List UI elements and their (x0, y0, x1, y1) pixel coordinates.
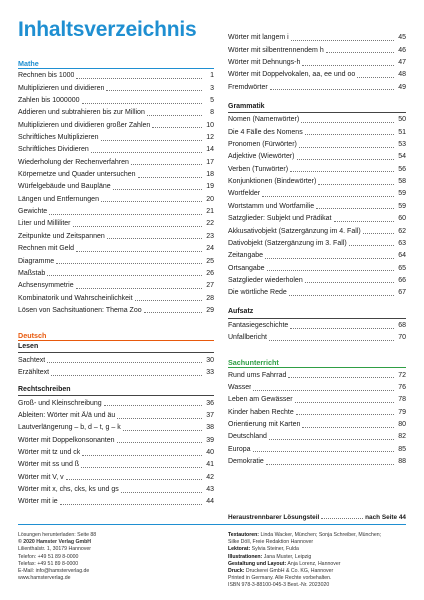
leader-dots (288, 377, 394, 378)
solutions-note (228, 514, 406, 521)
leader-dots (47, 362, 202, 363)
toc-entry-title: Multiplizieren und dividieren großer Zahlen (18, 121, 151, 129)
toc-entry (228, 418, 406, 430)
toc-entry-page: 45 (398, 34, 406, 42)
toc-entry-title: Wörter mit V, v (18, 473, 64, 481)
toc-entry (228, 286, 406, 298)
leader-dots (267, 270, 394, 271)
toc-entry-page: 44 (206, 498, 214, 506)
toc-entry (228, 430, 406, 442)
leader-dots (117, 418, 202, 419)
imprint-credit-line (228, 568, 406, 575)
toc-entry-title: Rechnen mit Geld (18, 245, 75, 253)
imprint-credit-value: Sylvia Steiner, Fulda (250, 546, 299, 553)
toc-entry-title: Körpernetze und Quader untersuchen (18, 171, 136, 179)
leader-dots (316, 208, 394, 209)
toc-entry (18, 143, 214, 155)
toc-entry-title: Deutschland (228, 433, 267, 441)
leader-dots (121, 492, 202, 493)
toc-entry-title: Die 4 Fälle des Nomens (228, 128, 303, 136)
toc-entry-page: 5 (210, 97, 214, 105)
toc-entry-title: Schriftliches Dividieren (18, 146, 89, 154)
toc-entry (18, 421, 214, 433)
toc-entry (18, 279, 214, 291)
section-heading-sachunterricht: Sachunterricht (228, 357, 406, 368)
section-heading-mathe: Mathe (18, 58, 214, 69)
leader-dots (357, 77, 394, 78)
toc-entry (18, 217, 214, 229)
leader-dots (302, 427, 394, 428)
toc-entry-page: 41 (206, 461, 214, 469)
leader-dots (107, 238, 202, 239)
toc-entry (18, 446, 214, 458)
toc-entry-title: Wörter mit x, chs, cks, ks und gs (18, 486, 119, 493)
leader-dots (305, 282, 394, 283)
toc-entry (18, 192, 214, 204)
toc-entry-page: 66 (398, 276, 406, 284)
toc-entry-title: Zeitangabe (228, 252, 264, 260)
toc-entry-title: Wortstamm und Wortfamilie (228, 202, 315, 210)
imprint-credit-line (228, 554, 406, 561)
toc-entry-title: Diagramme (18, 257, 55, 265)
leader-dots (66, 479, 202, 480)
toc-entry-title: Zahlen bis 1000000 (18, 97, 80, 105)
toc-entry-page: 19 (206, 183, 214, 191)
leader-dots (131, 164, 202, 165)
toc-entry (18, 131, 214, 143)
imprint-credit-line (228, 546, 406, 553)
leader-dots (56, 263, 202, 264)
toc-entry-page: 65 (398, 264, 406, 272)
toc-entry-page: 68 (398, 321, 406, 329)
toc-entry (18, 396, 214, 408)
leader-dots (301, 122, 394, 123)
leader-dots (147, 115, 202, 116)
toc-entry (18, 495, 214, 507)
toc-entry-page: 25 (206, 257, 214, 265)
leader-dots (81, 467, 202, 468)
mathe-list (18, 69, 214, 316)
toc-entry (228, 125, 406, 137)
toc-entry-title: Wörter mit langem i (228, 34, 289, 42)
imprint-credit-line (228, 539, 406, 546)
toc-entry-page: 50 (398, 116, 406, 124)
toc-entry (228, 393, 406, 405)
imprint-credits (228, 532, 406, 590)
aufsatz-list (228, 319, 406, 344)
toc-entry-page: 47 (398, 59, 406, 67)
toc-entry-page: 30 (206, 356, 214, 364)
toc-entry-page: 21 (206, 208, 214, 216)
toc-entry-page: 82 (398, 433, 406, 441)
subheading-aufsatz: Aufsatz (228, 306, 406, 318)
leader-dots (138, 177, 202, 178)
toc-entry-page: 60 (398, 215, 406, 223)
toc-entry-title: Wörter mit Doppelkonsonanten (18, 436, 115, 444)
imprint-credit-line (228, 582, 406, 589)
toc-entry-title: Sachtext (18, 356, 46, 364)
leader-dots (82, 455, 202, 456)
toc-entry (18, 205, 214, 217)
right-column (228, 31, 406, 467)
toc-entry-title: Nomen (Namenwörter) (228, 116, 300, 124)
toc-entry-page: 36 (206, 399, 214, 407)
toc-entry (228, 212, 406, 224)
toc-entry-title: Akkusativobjekt (Satzergänzung im 4. Fall) (228, 227, 361, 235)
imprint-line: Lilienthalstr. 1, 30179 Hannover (18, 546, 91, 553)
imprint-credit-value: Silke Döll, Freie Redaktion Hannover (228, 539, 314, 546)
toc-entry-title: Wörter mit silbentrennendem h (228, 46, 324, 54)
leader-dots (73, 226, 202, 227)
toc-entry-page: 46 (398, 46, 406, 54)
section-heading-deutsch: Deutsch (18, 330, 214, 341)
leader-dots (299, 147, 394, 148)
toc-entry-page: 17 (206, 158, 214, 166)
toc-entry (18, 254, 214, 266)
leader-dots (269, 340, 394, 341)
toc-entry-title: Leben am Gewässer (228, 396, 293, 404)
toc-entry-page: 27 (206, 282, 214, 290)
imprint-credit-value: Printed in Germany. Alle Rechte vorbehalten. (228, 575, 332, 582)
toc-entry-title: Ableiten: Wörter mit Ä/ä und äu (18, 411, 116, 419)
rechtschreiben-list (18, 396, 214, 507)
toc-entry-title: Gewichte (18, 208, 48, 216)
solutions-note-page: nach Seite 44 (365, 514, 406, 521)
toc-entry (18, 458, 214, 470)
toc-entry (18, 180, 214, 192)
toc-entry-title: Addieren und subtrahieren bis zur Million (18, 109, 145, 117)
toc-entry-page: 37 (206, 411, 214, 419)
imprint-line: Telefon: +49 51 89 8-0000 (18, 553, 79, 560)
toc-entry-page: 67 (398, 289, 406, 297)
toc-entry (18, 366, 214, 378)
toc-entry-title: Wörter mit Doppelvokalen, aa, ee und oo (228, 71, 356, 79)
leader-dots (334, 221, 394, 222)
footer-divider (18, 524, 406, 525)
leader-dots (318, 184, 394, 185)
imprint-line: Lösungen herunterladen: Seite 88 (18, 532, 97, 538)
toc-entry-title: Wörter mit ie (18, 498, 58, 506)
toc-entry-page: 48 (398, 71, 406, 79)
toc-entry (228, 237, 406, 249)
leader-dots (47, 275, 202, 276)
leader-dots (253, 390, 394, 391)
imprint-credit-value: Anja Lorenz, Hannover (286, 560, 341, 567)
toc-entry (18, 483, 214, 495)
toc-entry-title: Rechnen bis 1000 (18, 72, 75, 80)
toc-entry-page: 12 (206, 134, 214, 142)
toc-entry-title: Achsensymmetrie (18, 282, 74, 290)
toc-entry-page: 18 (206, 171, 214, 179)
toc-entry-title: Europa (228, 445, 251, 453)
imprint-line: Telefax: +49 51 89 8-0000 (18, 560, 79, 567)
toc-entry (18, 267, 214, 279)
toc-entry (18, 433, 214, 445)
toc-entry-page: 78 (398, 396, 406, 404)
toc-entry-title: Maßstab (18, 269, 46, 277)
imprint-line: © 2020 Hamster Verlag GmbH (18, 539, 92, 546)
toc-entry-page: 88 (398, 458, 406, 465)
toc-entry-title: Lautverlängerung – b, d – t, g – k (18, 424, 121, 432)
leader-dots (76, 251, 202, 252)
leader-dots (60, 504, 202, 505)
toc-entry-page: 24 (206, 245, 214, 253)
toc-entry-page: 59 (398, 190, 406, 198)
toc-entry (18, 94, 214, 106)
toc-entry (18, 291, 214, 303)
toc-entry-title: Fremdwörter (228, 83, 268, 91)
toc-entry-page: 62 (398, 227, 406, 235)
toc-entry-page: 51 (398, 128, 406, 136)
leader-dots (326, 52, 394, 53)
toc-entry-title: Wasser (228, 383, 252, 391)
toc-entry-title: Wörter mit tz und ck (18, 448, 81, 456)
toc-entry-title: Erzähltext (18, 368, 50, 376)
toc-entry-page: 64 (398, 252, 406, 260)
toc-entry (18, 409, 214, 421)
leader-dots (305, 134, 394, 135)
toc-entry-page: 80 (398, 420, 406, 428)
toc-entry-page: 3 (210, 84, 214, 92)
leader-dots (117, 442, 203, 443)
leader-dots (297, 159, 394, 160)
toc-entry-page: 53 (398, 141, 406, 149)
toc-entry-page: 63 (398, 239, 406, 247)
leader-dots (113, 189, 202, 190)
imprint-credit-value: ISBN 978-3-88100-045-3 Best.-Nr. 2023020 (228, 582, 330, 589)
toc-entry (228, 138, 406, 150)
toc-entry (228, 405, 406, 417)
subheading-rechtschreiben: Rechtschreiben (18, 384, 214, 396)
toc-entry (228, 319, 406, 331)
leader-dots (101, 140, 202, 141)
toc-entry-title: Dativobjekt (Satzergänzung im 3. Fall) (228, 239, 347, 247)
toc-entry-title: Kombinatorik und Wahrscheinlichkeit (18, 294, 133, 302)
imprint-credit-key: Lektorat: (228, 546, 251, 553)
toc-entry-page: 22 (206, 220, 214, 228)
leader-dots (290, 171, 394, 172)
toc-entry-title: Wiederholung der Rechenverfahren (18, 158, 129, 166)
toc-entry-title: Satzglieder wiederholen (228, 276, 303, 284)
toc-entry-page: 85 (398, 445, 406, 453)
toc-entry (228, 368, 406, 380)
toc-entry (18, 81, 214, 93)
toc-entry-page: 58 (398, 178, 406, 186)
toc-entry-title: Satzglieder: Subjekt und Prädikat (228, 215, 332, 223)
imprint-credit-line (228, 575, 406, 582)
toc-entry-page: 10 (206, 121, 214, 129)
toc-entry (228, 187, 406, 199)
leader-dots (302, 65, 394, 66)
toc-entry (228, 224, 406, 236)
rechtschreiben-continued-list (228, 31, 406, 93)
lesen-list (18, 353, 214, 378)
imprint-credit-line (228, 532, 406, 539)
leader-dots (49, 214, 202, 215)
leader-dots (82, 103, 203, 104)
toc-entry (228, 113, 406, 125)
toc-entry-page: 76 (398, 383, 406, 391)
toc-entry-page: 70 (398, 334, 406, 342)
toc-entry (18, 242, 214, 254)
toc-entry-title: Würfelgebäude und Baupläne (18, 183, 111, 191)
toc-entry-page: 56 (398, 165, 406, 173)
toc-entry (18, 155, 214, 167)
toc-entry (228, 261, 406, 273)
toc-entry-page: 20 (206, 195, 214, 203)
toc-entry-page: 79 (398, 408, 406, 416)
toc-entry-title: Ortsangabe (228, 264, 265, 272)
leader-dots (135, 300, 202, 301)
toc-entry-title: Fantasiegeschichte (228, 321, 289, 329)
leader-dots (349, 245, 394, 246)
toc-entry-title: Liter und Milliliter (18, 220, 71, 228)
leader-dots (152, 127, 202, 128)
leader-dots (106, 90, 202, 91)
toc-entry-page: 42 (206, 473, 214, 481)
leader-dots (265, 258, 394, 259)
leader-dots (266, 464, 394, 465)
leader-dots (291, 40, 394, 41)
toc-entry (228, 331, 406, 343)
toc-entry (18, 353, 214, 365)
toc-entry (228, 150, 406, 162)
toc-entry-page: 49 (398, 83, 406, 91)
toc-entry-title: Die wörtliche Rede (228, 289, 287, 297)
toc-entry-title: Demokratie (228, 458, 264, 465)
toc-entry-page: 23 (206, 232, 214, 240)
toc-entry-title: Adjektive (Wiewörter) (228, 153, 295, 161)
toc-entry (228, 249, 406, 261)
toc-entry-page: 33 (206, 368, 214, 376)
toc-entry-page: 26 (206, 269, 214, 277)
toc-entry (228, 31, 406, 43)
imprint-credit-line (228, 561, 406, 568)
toc-entry-title: Verben (Tunwörter) (228, 165, 289, 173)
imprint-credit-key: Druck: (228, 568, 245, 575)
leader-dots (363, 233, 394, 234)
leader-dots (123, 430, 202, 431)
toc-entry-title: Orientierung mit Karten (228, 420, 301, 428)
toc-entry-title: Lösen von Sachsituationen: Thema Zoo (18, 306, 142, 314)
toc-entry-title: Wörter mit ss und ß (18, 461, 80, 469)
toc-entry (228, 199, 406, 211)
leader-dots (76, 288, 202, 289)
toc-entry-page: 28 (206, 294, 214, 302)
leader-dots (253, 451, 394, 452)
toc-entry (228, 56, 406, 68)
toc-entry-page: 14 (206, 146, 214, 154)
toc-entry (228, 381, 406, 393)
toc-entry-page: 72 (398, 371, 406, 379)
toc-entry-page: 8 (210, 109, 214, 117)
toc-entry (18, 470, 214, 482)
leader-dots (295, 402, 394, 403)
leader-dots (290, 328, 394, 329)
toc-entry (228, 442, 406, 454)
toc-entry (228, 162, 406, 174)
leader-dots (270, 89, 394, 90)
toc-entry-page: 59 (398, 202, 406, 210)
toc-entry-title: Rund ums Fahrrad (228, 371, 287, 379)
leader-dots (101, 201, 202, 202)
imprint-credit-key: Textautoren: (228, 532, 260, 538)
toc-entry (228, 80, 406, 92)
imprint-credit-value: Jana Muster, Leipzig (262, 553, 312, 560)
toc-entry-title: Konjunktionen (Bindewörter) (228, 178, 317, 186)
leader-dots (262, 196, 394, 197)
subheading-grammatik: Grammatik (228, 101, 406, 113)
toc-entry (228, 43, 406, 55)
toc-entry-title: Zeitpunkte und Zeitspannen (18, 232, 105, 240)
toc-entry-page: 39 (206, 436, 214, 444)
toc-entry (18, 69, 214, 81)
leader-dots (289, 295, 394, 296)
leader-dots (51, 375, 202, 376)
toc-entry (228, 455, 406, 467)
toc-entry (228, 274, 406, 286)
toc-entry-page: 54 (398, 153, 406, 161)
sachunterricht-list (228, 368, 406, 467)
toc-entry-page: 40 (206, 448, 214, 456)
toc-entry (228, 175, 406, 187)
leader-dots (296, 414, 394, 415)
toc-entry-title: Multiplizieren und dividieren (18, 84, 105, 92)
imprint-credit-value: Druckerei GmbH & Co. KG, Hannover (244, 568, 334, 575)
toc-entry (18, 304, 214, 316)
toc-entry (18, 168, 214, 180)
toc-entry-page: 43 (206, 486, 214, 493)
left-column (18, 58, 214, 507)
toc-entry (18, 118, 214, 130)
toc-entry-title: Pronomen (Fürwörter) (228, 141, 297, 149)
leader-dots (104, 405, 202, 406)
toc-entry-title: Schriftliches Multiplizieren (18, 134, 99, 142)
toc-entry-page: 1 (210, 72, 214, 80)
toc-entry-page: 29 (206, 306, 214, 314)
toc-entry-title: Groß- und Kleinschreibung (18, 399, 102, 407)
imprint-credit-key: Gestaltung und Layout: (228, 560, 287, 567)
leader-dots (76, 78, 202, 79)
toc-entry (18, 229, 214, 241)
imprint-credit-key: Illustrationen: (228, 553, 263, 560)
leader-dots (321, 518, 363, 519)
leader-dots (269, 439, 394, 440)
toc-entry-title: Kinder haben Rechte (228, 408, 294, 416)
toc-entry-title: Wörter mit Dehnungs-h (228, 59, 301, 67)
leader-dots (144, 312, 202, 313)
imprint-credit-value: Linda Wacker, München; Sonja Schreiber, München; (259, 532, 382, 538)
page-title: Inhaltsverzeichnis (18, 18, 197, 41)
toc-entry-title: Längen und Entfernungen (18, 195, 99, 203)
subheading-lesen: Lesen (18, 341, 214, 353)
toc-entry (18, 106, 214, 118)
solutions-note-label: Heraustrennbarer Lösungsteil (228, 514, 320, 521)
toc-entry-title: Wortfelder (228, 190, 261, 198)
toc-entry (228, 68, 406, 80)
toc-entry-page: 38 (206, 424, 214, 432)
imprint-publisher (18, 532, 208, 582)
imprint-line: E-Mail: info@hamsterverlag.de (18, 568, 90, 575)
leader-dots (91, 152, 202, 153)
grammatik-list (228, 113, 406, 298)
imprint-line: www.hamsterverlag.de (18, 575, 71, 582)
toc-entry-title: Unfallbericht (228, 334, 267, 342)
